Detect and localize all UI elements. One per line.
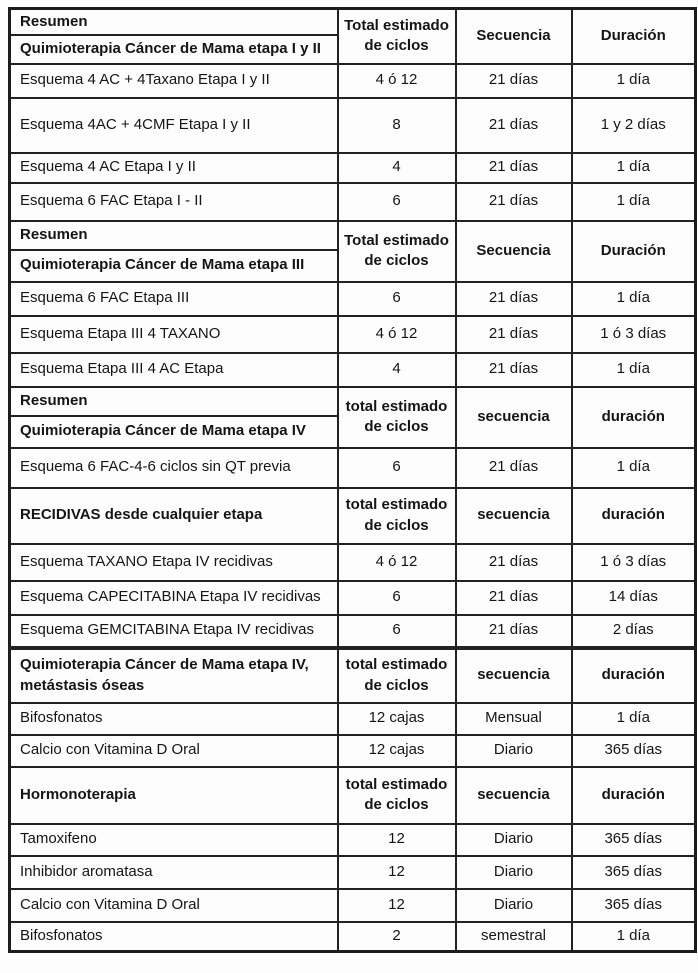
table-row [10,922,696,952]
cell-total-ciclos: 2 [338,922,456,952]
cell-total-ciclos: 4 [338,353,456,387]
cell-duracion: 1 día [572,64,696,98]
cell-duracion: 1 y 2 días [572,98,696,153]
section-summary-label: Resumen [11,11,337,36]
cell-secuencia: 21 días [456,282,572,316]
section-summary-label: Resumen [11,223,337,251]
cell-esquema: Esquema 4 AC Etapa I y II [10,153,338,183]
column-header-ciclos: total estimado de ciclos [338,767,456,824]
cell-esquema: Calcio con Vitamina D Oral [10,735,338,767]
cell-secuencia: Diario [456,824,572,856]
cell-duracion: 365 días [572,824,696,856]
table-row [10,98,696,153]
cell-total-ciclos: 4 ó 12 [338,316,456,353]
cell-secuencia: 21 días [456,153,572,183]
section-header-row [10,9,696,64]
column-header-ciclos: Total estimado de ciclos [338,221,456,282]
column-header-secuencia: secuencia [456,648,572,703]
table-row [10,282,696,316]
section-title: Quimioterapia Cáncer de Mama etapa IV [20,421,306,439]
cell-duracion: 1 día [572,448,696,488]
section-header-row [10,767,696,824]
cell-esquema: Esquema 4 AC + 4Taxano Etapa I y II [10,64,338,98]
cell-total-ciclos: 6 [338,581,456,615]
cell-total-ciclos: 8 [338,98,456,153]
table-row [10,581,696,615]
section-header-row [10,221,696,282]
column-header-secuencia: secuencia [456,387,572,448]
cell-secuencia: 21 días [456,448,572,488]
cell-total-ciclos: 4 ó 12 [338,544,456,581]
section-header-split-cell [10,9,338,64]
cell-secuencia: 21 días [456,316,572,353]
section-title: RECIDIVAS desde cualquier etapa [10,488,338,544]
column-header-secuencia: Secuencia [456,9,572,64]
cell-total-ciclos: 4 ó 12 [338,64,456,98]
cell-total-ciclos: 6 [338,282,456,316]
cell-secuencia: 21 días [456,615,572,648]
cell-secuencia: 21 días [456,183,572,221]
column-header-duracion: Duración [572,221,696,282]
table-row [10,889,696,922]
cell-esquema: Calcio con Vitamina D Oral [10,889,338,922]
cell-esquema: Inhibidor aromatasa [10,856,338,889]
column-header-ciclos: total estimado de ciclos [338,648,456,703]
section-header-row [10,648,696,703]
cell-duracion: 14 días [572,581,696,615]
cell-duracion: 1 ó 3 días [572,544,696,581]
cell-duracion: 2 días [572,615,696,648]
cell-secuencia: 21 días [456,64,572,98]
cell-duracion: 1 día [572,153,696,183]
column-header-secuencia: secuencia [456,767,572,824]
column-header-secuencia: Secuencia [456,221,572,282]
cell-total-ciclos: 6 [338,183,456,221]
cell-duracion: 1 día [572,922,696,952]
cell-total-ciclos: 12 cajas [338,703,456,735]
section-title: Quimioterapia Cáncer de Mama etapa III [20,255,305,273]
cell-duracion: 1 día [572,282,696,316]
cell-secuencia: 21 días [456,581,572,615]
table-row [10,824,696,856]
column-header-duracion: duración [572,767,696,824]
cell-duracion: 1 día [572,353,696,387]
column-header-ciclos: total estimado de ciclos [338,488,456,544]
table-row [10,353,696,387]
table-row [10,703,696,735]
cell-secuencia: 21 días [456,98,572,153]
cell-total-ciclos: 6 [338,448,456,488]
cell-total-ciclos: 12 [338,824,456,856]
cell-secuencia: Diario [456,856,572,889]
cell-duracion: 1 ó 3 días [572,316,696,353]
cell-esquema: Bifosfonatos [10,703,338,735]
section-header-split-cell [10,387,338,448]
cell-total-ciclos: 12 [338,856,456,889]
cell-secuencia: 21 días [456,544,572,581]
table-row [10,448,696,488]
table-row [10,316,696,353]
cell-esquema: Esquema 4AC + 4CMF Etapa I y II [10,98,338,153]
cell-esquema: Esquema Etapa III 4 TAXANO [10,316,338,353]
cell-esquema: Esquema 6 FAC-4-6 ciclos sin QT previa [10,448,338,488]
cell-secuencia: Mensual [456,703,572,735]
cell-duracion: 365 días [572,856,696,889]
table-row [10,856,696,889]
cell-esquema: Bifosfonatos [10,922,338,952]
cell-duracion: 365 días [572,889,696,922]
section-title: Quimioterapia Cáncer de Mama etapa IV, metástasis óseas [10,648,338,703]
cell-esquema: Esquema TAXANO Etapa IV recidivas [10,544,338,581]
treatment-schedule-table [8,7,697,953]
section-header-row [10,488,696,544]
table-row [10,153,696,183]
cell-total-ciclos: 6 [338,615,456,648]
column-header-secuencia: secuencia [456,488,572,544]
table-row [10,615,696,648]
table-row [10,735,696,767]
column-header-duracion: Duración [572,9,696,64]
cell-secuencia: semestral [456,922,572,952]
cell-esquema: Esquema CAPECITABINA Etapa IV recidivas [10,581,338,615]
column-header-ciclos: Total estimado de ciclos [338,9,456,64]
section-title: Quimioterapia Cáncer de Mama etapa I y II [20,39,321,57]
column-header-duracion: duración [572,387,696,448]
column-header-duracion: duración [572,648,696,703]
cell-esquema: Esquema 6 FAC Etapa I - II [10,183,338,221]
cell-duracion: 1 día [572,183,696,221]
cell-total-ciclos: 12 [338,889,456,922]
cell-secuencia: 21 días [456,353,572,387]
section-header-split-cell [10,221,338,282]
cell-esquema: Esquema Etapa III 4 AC Etapa [10,353,338,387]
cell-duracion: 1 día [572,703,696,735]
table-row [10,544,696,581]
section-title: Hormonoterapia [10,767,338,824]
table-row [10,183,696,221]
section-header-row [10,387,696,448]
table-row [10,64,696,98]
cell-esquema: Esquema 6 FAC Etapa III [10,282,338,316]
cell-esquema: Esquema GEMCITABINA Etapa IV recidivas [10,615,338,648]
cell-secuencia: Diario [456,889,572,922]
table-body [10,9,696,952]
cell-total-ciclos: 12 cajas [338,735,456,767]
cell-total-ciclos: 4 [338,153,456,183]
column-header-ciclos: total estimado de ciclos [338,387,456,448]
cell-esquema: Tamoxifeno [10,824,338,856]
column-header-duracion: duración [572,488,696,544]
cell-duracion: 365 días [572,735,696,767]
section-summary-label: Resumen [11,389,337,417]
cell-secuencia: Diario [456,735,572,767]
